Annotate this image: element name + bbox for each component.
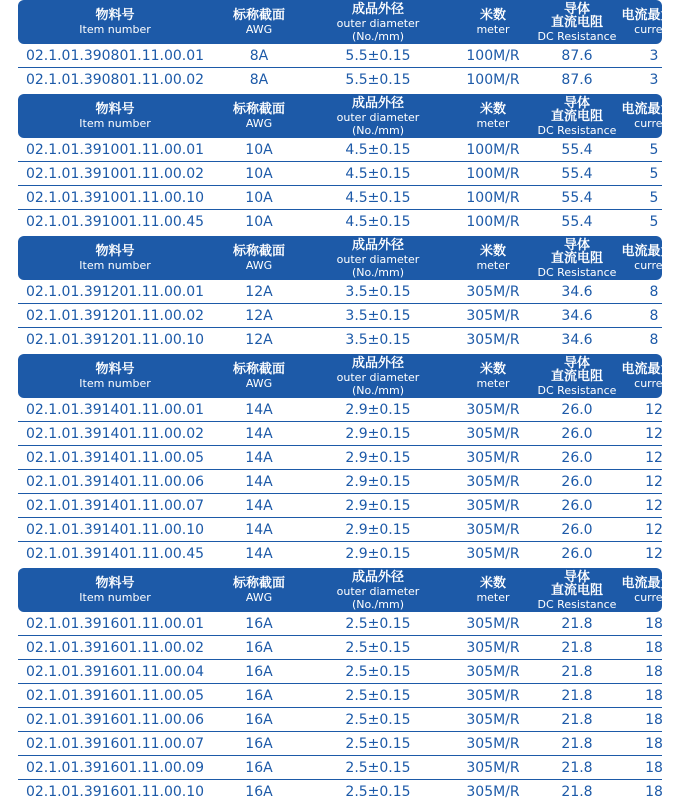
table-cell: 02.1.01.391201.11.00.01 — [25, 284, 205, 300]
table-cell: 02.1.01.390801.11.00.01 — [25, 48, 205, 64]
table-cell: 305M/R — [466, 712, 520, 728]
column-header-en: Item number — [79, 23, 151, 36]
table-cell: 02.1.01.391601.11.00.02 — [25, 640, 205, 656]
table-cell: 2.5±0.15 — [345, 616, 411, 632]
column-header-zh: 电流最大值 — [621, 8, 687, 23]
table-cell: 4.5±0.15 — [345, 190, 411, 206]
column-header-en-line2: (No./mm) — [352, 265, 404, 279]
column-header-en-line2: (No./mm) — [352, 29, 404, 43]
table-row — [18, 45, 662, 68]
header-band — [18, 354, 687, 398]
table-cell: 14A — [245, 522, 273, 538]
column-header-en: meter — [476, 377, 510, 390]
table-row — [18, 543, 662, 565]
column-header-en: DC Resistance — [537, 597, 617, 611]
column-header-en: AWG — [245, 591, 273, 604]
table-cell: 305M/R — [466, 760, 520, 776]
column-header-zh: 米数 — [479, 102, 506, 117]
column-header-zh: 标称截面 — [232, 576, 285, 591]
table-cell: 100M/R — [466, 48, 520, 64]
table-section — [18, 94, 687, 233]
table-cell: 18 — [645, 784, 663, 800]
column-header — [306, 357, 450, 396]
table-cell: 02.1.01.391201.11.00.02 — [25, 308, 205, 324]
table-cell: 305M/R — [466, 688, 520, 704]
table-cell: 18 — [645, 712, 663, 728]
table-cell: 26.0 — [561, 426, 593, 442]
table-cell: 02.1.01.391601.11.00.01 — [25, 616, 205, 632]
table-cell: 8A — [249, 48, 269, 64]
table-cell: 2.9±0.15 — [345, 474, 411, 490]
table-cell: 02.1.01.391001.11.00.10 — [25, 190, 205, 206]
table-cell: 21.8 — [561, 712, 593, 728]
table-row — [18, 519, 662, 542]
table-cell: 55.4 — [561, 190, 593, 206]
table-cell: 2.9±0.15 — [345, 450, 411, 466]
column-header — [212, 9, 306, 35]
table-row — [18, 423, 662, 446]
table-cell: 2.9±0.15 — [345, 402, 411, 418]
column-header-zh: 成品外径 — [351, 1, 404, 17]
table-cell: 8A — [249, 72, 269, 88]
table-cell: 305M/R — [466, 426, 520, 442]
column-header-zh-line2: 直流电阻 — [550, 582, 603, 598]
column-header — [306, 239, 450, 278]
table-cell: 12A — [245, 332, 273, 348]
column-header-zh: 导体 — [563, 1, 590, 17]
table-cell: 14A — [245, 498, 273, 514]
table-cell: 100M/R — [466, 142, 520, 158]
table-cell: 2.5±0.15 — [345, 712, 411, 728]
column-header — [18, 9, 212, 35]
table-cell: 12A — [245, 308, 273, 324]
table-cell: 305M/R — [466, 498, 520, 514]
table-cell: 16A — [245, 736, 273, 752]
table-cell: 21.8 — [561, 760, 593, 776]
table-cell: 5 — [649, 166, 659, 182]
column-header-en: outer diameter — [336, 110, 420, 124]
table-cell: 5.5±0.15 — [345, 72, 411, 88]
table-row — [18, 69, 662, 91]
column-header-zh: 导体 — [563, 237, 590, 253]
table-row — [18, 305, 662, 328]
table-cell: 12A — [245, 284, 273, 300]
column-header — [618, 577, 690, 603]
column-header — [306, 571, 450, 610]
table-cell: 8 — [649, 308, 659, 324]
table-cell: 305M/R — [466, 640, 520, 656]
column-header-en: outer diameter — [336, 584, 420, 598]
table-row — [18, 685, 662, 708]
column-header — [18, 363, 212, 389]
table-cell: 305M/R — [466, 450, 520, 466]
column-header-en-line2: (No./mm) — [352, 597, 404, 611]
table-cell: 02.1.01.391001.11.00.01 — [25, 142, 205, 158]
column-header-en: outer diameter — [336, 16, 420, 30]
table-cell: 305M/R — [466, 546, 520, 562]
header-band — [18, 236, 687, 280]
table-cell: 18 — [645, 640, 663, 656]
table-cell: 26.0 — [561, 546, 593, 562]
table-cell: 2.5±0.15 — [345, 688, 411, 704]
column-header-en: DC Resistance — [537, 383, 617, 397]
column-header-zh: 标称截面 — [232, 244, 285, 259]
column-header — [536, 97, 618, 136]
table-cell: 55.4 — [561, 166, 593, 182]
table-cell: 100M/R — [466, 72, 520, 88]
table-cell: 2.5±0.15 — [345, 736, 411, 752]
table-cell: 12 — [645, 522, 663, 538]
column-header — [306, 3, 450, 42]
table-cell: 02.1.01.391201.11.00.10 — [25, 332, 205, 348]
column-header-en-line2: (No./mm) — [352, 123, 404, 137]
column-header-zh: 物料号 — [95, 576, 135, 591]
table-row — [18, 163, 662, 186]
table-row — [18, 637, 662, 660]
table-cell: 4.5±0.15 — [345, 214, 411, 230]
column-header-en: meter — [476, 117, 510, 130]
column-header-en: Item number — [79, 591, 151, 604]
column-header — [450, 245, 536, 271]
column-header-zh: 米数 — [479, 576, 506, 591]
column-header — [212, 245, 306, 271]
column-header-zh: 标称截面 — [232, 102, 285, 117]
column-header — [450, 577, 536, 603]
table-cell: 26.0 — [561, 522, 593, 538]
table-cell: 02.1.01.390801.11.00.02 — [25, 72, 205, 88]
table-cell: 100M/R — [466, 214, 520, 230]
column-header-en: meter — [476, 23, 510, 36]
table-cell: 100M/R — [466, 166, 520, 182]
table-cell: 10A — [245, 142, 273, 158]
table-cell: 4.5±0.15 — [345, 142, 411, 158]
column-header-zh: 标称截面 — [232, 8, 285, 23]
table-cell: 2.5±0.15 — [345, 784, 411, 800]
table-cell: 10A — [245, 166, 273, 182]
header-band — [18, 0, 687, 44]
table-cell: 34.6 — [561, 308, 593, 324]
table-cell: 305M/R — [466, 332, 520, 348]
table-cell: 2.9±0.15 — [345, 498, 411, 514]
table-cell: 34.6 — [561, 284, 593, 300]
column-header-en: current — [634, 591, 674, 604]
table-cell: 16A — [245, 712, 273, 728]
table-row — [18, 281, 662, 304]
column-header-en: meter — [476, 259, 510, 272]
column-header-zh: 物料号 — [95, 244, 135, 259]
table-cell: 12 — [645, 498, 663, 514]
table-cell: 18 — [645, 664, 663, 680]
column-header-zh: 成品外径 — [351, 95, 404, 111]
table-cell: 100M/R — [466, 190, 520, 206]
table-cell: 55.4 — [561, 142, 593, 158]
table-cell: 14A — [245, 450, 273, 466]
column-header-zh: 物料号 — [95, 8, 135, 23]
table-cell: 02.1.01.391601.11.00.04 — [25, 664, 205, 680]
column-header-en: meter — [476, 591, 510, 604]
column-header-zh: 标称截面 — [232, 362, 285, 377]
column-header — [212, 363, 306, 389]
table-cell: 02.1.01.391401.11.00.10 — [25, 522, 205, 538]
table-cell: 305M/R — [466, 402, 520, 418]
table-cell: 18 — [645, 688, 663, 704]
column-header-zh: 导体 — [563, 569, 590, 585]
table-cell: 10A — [245, 214, 273, 230]
table-cell: 10A — [245, 190, 273, 206]
column-header-en: DC Resistance — [537, 123, 617, 137]
column-header-en: AWG — [245, 117, 273, 130]
header-band — [18, 94, 687, 138]
table-cell: 26.0 — [561, 402, 593, 418]
column-header-en: current — [634, 23, 674, 36]
table-cell: 26.0 — [561, 498, 593, 514]
column-header — [450, 103, 536, 129]
table-cell: 305M/R — [466, 308, 520, 324]
table-cell: 02.1.01.391001.11.00.02 — [25, 166, 205, 182]
column-header — [536, 571, 618, 610]
column-header-zh: 导体 — [563, 95, 590, 111]
column-header-zh: 物料号 — [95, 362, 135, 377]
table-cell: 21.8 — [561, 736, 593, 752]
table-rows — [18, 45, 662, 91]
table-cell: 5 — [649, 190, 659, 206]
table-cell: 16A — [245, 664, 273, 680]
table-cell: 16A — [245, 688, 273, 704]
table-rows — [18, 139, 662, 233]
table-cell: 305M/R — [466, 616, 520, 632]
table-cell: 5.5±0.15 — [345, 48, 411, 64]
table-rows — [18, 613, 662, 803]
column-header — [618, 363, 690, 389]
table-cell: 305M/R — [466, 474, 520, 490]
column-header-en: Item number — [79, 117, 151, 130]
table-cell: 02.1.01.391001.11.00.45 — [25, 214, 205, 230]
table-cell: 12 — [645, 402, 663, 418]
column-header — [450, 363, 536, 389]
column-header-zh-line2: 直流电阻 — [550, 368, 603, 384]
table-cell: 12 — [645, 450, 663, 466]
column-header — [536, 239, 618, 278]
table-cell: 21.8 — [561, 688, 593, 704]
column-header-zh: 电流最大值 — [621, 102, 687, 117]
table-row — [18, 495, 662, 518]
table-cell: 305M/R — [466, 784, 520, 800]
table-row — [18, 211, 662, 233]
column-header-en: Item number — [79, 259, 151, 272]
column-header-zh: 物料号 — [95, 102, 135, 117]
table-cell: 3.5±0.15 — [345, 284, 411, 300]
column-header-zh: 电流最大值 — [621, 576, 687, 591]
table-cell: 34.6 — [561, 332, 593, 348]
table-row — [18, 139, 662, 162]
table-cell: 26.0 — [561, 474, 593, 490]
table-cell: 02.1.01.391601.11.00.06 — [25, 712, 205, 728]
table-cell: 21.8 — [561, 664, 593, 680]
column-header — [306, 97, 450, 136]
column-header-zh: 米数 — [479, 362, 506, 377]
table-cell: 12 — [645, 426, 663, 442]
table-cell: 02.1.01.391401.11.00.02 — [25, 426, 205, 442]
table-cell: 16A — [245, 640, 273, 656]
table-section — [18, 0, 687, 91]
table-cell: 18 — [645, 616, 663, 632]
column-header-zh: 电流最大值 — [621, 244, 687, 259]
table-cell: 21.8 — [561, 784, 593, 800]
table-section — [18, 568, 687, 803]
table-cell: 2.5±0.15 — [345, 760, 411, 776]
table-row — [18, 447, 662, 470]
table-cell: 02.1.01.391601.11.00.07 — [25, 736, 205, 752]
table-cell: 16A — [245, 616, 273, 632]
table-cell: 8 — [649, 284, 659, 300]
column-header — [450, 9, 536, 35]
table-cell: 02.1.01.391401.11.00.45 — [25, 546, 205, 562]
column-header — [536, 357, 618, 396]
column-header-zh: 电流最大值 — [621, 362, 687, 377]
table-row — [18, 187, 662, 210]
table-cell: 87.6 — [561, 72, 593, 88]
table-cell: 4.5±0.15 — [345, 166, 411, 182]
table-cell: 12 — [645, 474, 663, 490]
table-cell: 305M/R — [466, 664, 520, 680]
table-row — [18, 329, 662, 351]
column-header-en: current — [634, 377, 674, 390]
column-header-zh: 导体 — [563, 355, 590, 371]
table-cell: 87.6 — [561, 48, 593, 64]
table-cell: 02.1.01.391401.11.00.06 — [25, 474, 205, 490]
table-cell: 2.9±0.15 — [345, 546, 411, 562]
table-cell: 3.5±0.15 — [345, 332, 411, 348]
column-header — [618, 245, 690, 271]
table-rows — [18, 281, 662, 351]
table-cell: 2.5±0.15 — [345, 640, 411, 656]
column-header — [212, 577, 306, 603]
table-rows — [18, 399, 662, 565]
column-header — [618, 103, 690, 129]
table-cell: 14A — [245, 402, 273, 418]
column-header-zh-line2: 直流电阻 — [550, 14, 603, 30]
table-cell: 8 — [649, 332, 659, 348]
table-cell: 3 — [649, 48, 659, 64]
column-header-en: DC Resistance — [537, 265, 617, 279]
table-row — [18, 709, 662, 732]
table-row — [18, 471, 662, 494]
column-header-zh: 成品外径 — [351, 569, 404, 585]
table-cell: 02.1.01.391601.11.00.10 — [25, 784, 205, 800]
column-header-zh: 米数 — [479, 244, 506, 259]
table-cell: 12 — [645, 546, 663, 562]
table-cell: 14A — [245, 546, 273, 562]
table-row — [18, 757, 662, 780]
column-header-zh-line2: 直流电阻 — [550, 108, 603, 124]
table-cell: 5 — [649, 214, 659, 230]
table-cell: 16A — [245, 784, 273, 800]
table-cell: 305M/R — [466, 284, 520, 300]
column-header-en: outer diameter — [336, 370, 420, 384]
table-row — [18, 399, 662, 422]
table-row — [18, 661, 662, 684]
column-header — [536, 3, 618, 42]
spec-table — [18, 0, 687, 806]
column-header-zh-line2: 直流电阻 — [550, 250, 603, 266]
header-band — [18, 568, 687, 612]
table-cell: 18 — [645, 736, 663, 752]
column-header-en: DC Resistance — [537, 29, 617, 43]
column-header-zh: 成品外径 — [351, 237, 404, 253]
table-cell: 18 — [645, 760, 663, 776]
table-cell: 26.0 — [561, 450, 593, 466]
table-cell: 5 — [649, 142, 659, 158]
column-header — [18, 577, 212, 603]
table-cell: 3.5±0.15 — [345, 308, 411, 324]
column-header — [618, 9, 690, 35]
table-cell: 02.1.01.391401.11.00.07 — [25, 498, 205, 514]
column-header — [18, 103, 212, 129]
table-cell: 14A — [245, 426, 273, 442]
table-cell: 02.1.01.391401.11.00.01 — [25, 402, 205, 418]
table-cell: 21.8 — [561, 640, 593, 656]
column-header — [212, 103, 306, 129]
column-header-en: AWG — [245, 23, 273, 36]
table-cell: 14A — [245, 474, 273, 490]
table-cell: 02.1.01.391401.11.00.05 — [25, 450, 205, 466]
table-section — [18, 354, 687, 565]
table-cell: 21.8 — [561, 616, 593, 632]
column-header-zh: 成品外径 — [351, 355, 404, 371]
table-row — [18, 733, 662, 756]
table-cell: 2.5±0.15 — [345, 664, 411, 680]
column-header-en: AWG — [245, 259, 273, 272]
table-cell: 2.9±0.15 — [345, 426, 411, 442]
column-header-zh: 米数 — [479, 8, 506, 23]
column-header-en: current — [634, 259, 674, 272]
table-row — [18, 781, 662, 803]
column-header — [18, 245, 212, 271]
table-cell: 16A — [245, 760, 273, 776]
table-cell: 55.4 — [561, 214, 593, 230]
column-header-en: Item number — [79, 377, 151, 390]
table-cell: 305M/R — [466, 736, 520, 752]
table-cell: 2.9±0.15 — [345, 522, 411, 538]
table-section — [18, 236, 687, 351]
table-cell: 305M/R — [466, 522, 520, 538]
column-header-en: outer diameter — [336, 252, 420, 266]
column-header-en: current — [634, 117, 674, 130]
table-cell: 02.1.01.391601.11.00.05 — [25, 688, 205, 704]
column-header-en: AWG — [245, 377, 273, 390]
table-cell: 02.1.01.391601.11.00.09 — [25, 760, 205, 776]
column-header-en-line2: (No./mm) — [352, 383, 404, 397]
table-cell: 3 — [649, 72, 659, 88]
table-row — [18, 613, 662, 636]
